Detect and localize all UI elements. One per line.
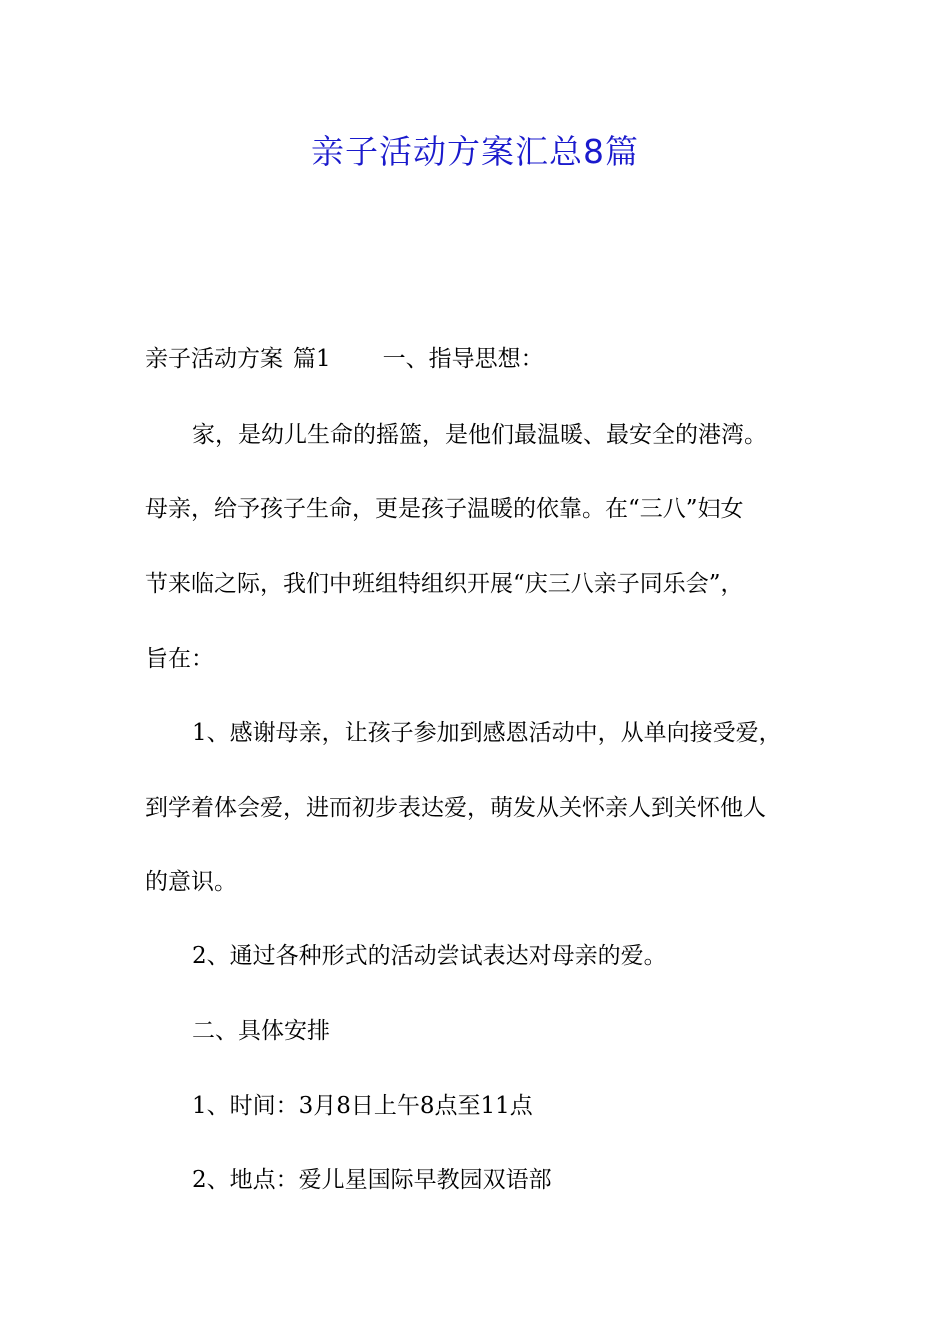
body-line: 节来临之际，我们中班组特组织开展“庆三八亲子同乐会”， — [145, 571, 744, 597]
body-line: 母亲，给予孩子生命，更是孩子温暖的依靠。在“三八”妇女 — [145, 496, 744, 522]
piece-label: 亲子活动方案 — [145, 346, 283, 372]
body-line: 1、感谢母亲，让孩子参加到感恩活动中，从单向接受爱， — [192, 720, 782, 746]
body-line: 的意识。 — [145, 869, 237, 895]
document-title: 亲子活动方案汇总8篇 — [311, 132, 639, 171]
body-line: 1、时间：3月8日上午8点至11点 — [192, 1093, 533, 1119]
heading-line — [145, 341, 825, 377]
section-heading: 一、指导思想： — [382, 346, 544, 372]
body-line: 2、通过各种形式的活动尝试表达对母亲的爱。 — [192, 943, 667, 969]
body-line: 到学着体会爱，进而初步表达爱，萌发从关怀亲人到关怀他人 — [145, 795, 766, 821]
body-line: 旨在： — [145, 646, 214, 672]
body-line: 2、地点：爱儿星国际早教园双语部 — [192, 1167, 552, 1193]
body-line: 家，是幼儿生命的摇篮，是他们最温暖、最安全的港湾。 — [192, 422, 767, 448]
section-heading: 二、具体安排 — [192, 1018, 330, 1044]
piece-number: 篇1 — [293, 346, 331, 372]
